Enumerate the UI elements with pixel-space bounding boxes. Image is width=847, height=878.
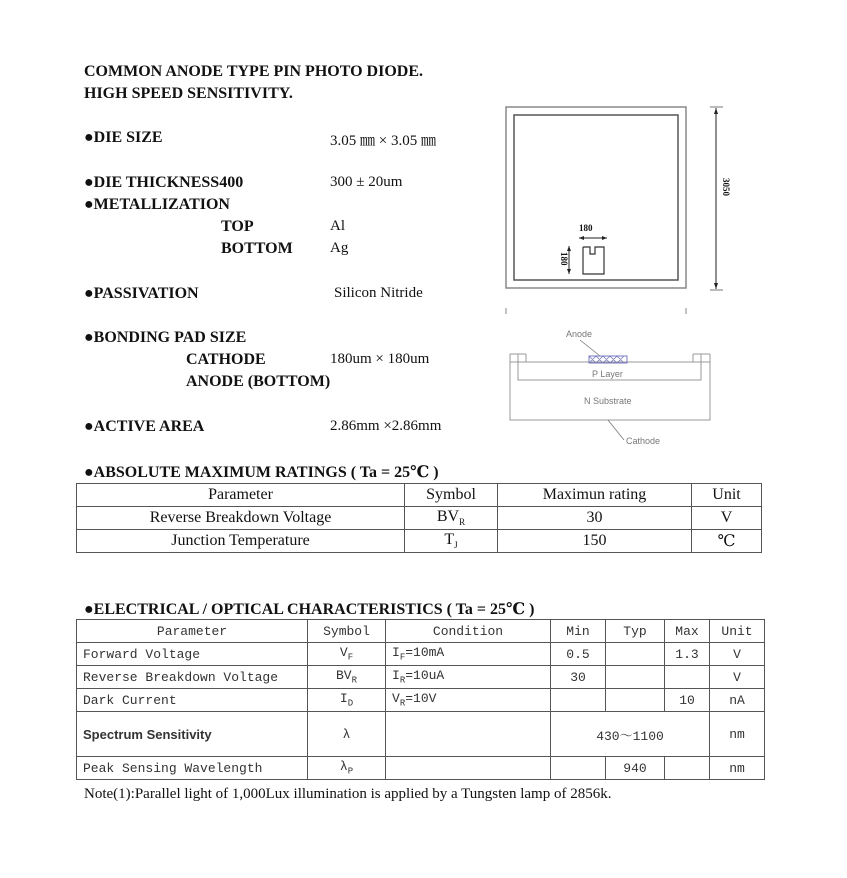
side-dimension-label: 3050 [721,178,731,196]
header-typ: Typ [606,620,665,643]
die-thickness-value: 300 ± 20um [330,174,403,190]
cathode-value: 180um × 180um [330,351,430,367]
condition-cell: $V_R=10V$ [386,689,551,712]
die-active-outline [514,115,678,280]
eo-title: ●ELECTRICAL / OPTICAL CHARACTERISTICS ( Ta = 25℃ ) [84,601,535,618]
header-symbol: Symbol [308,620,386,643]
unit-cell: nm [710,712,765,757]
pad-width-label: 180 [579,223,593,233]
active-area-value: 2.86mm ×2.86mm [330,418,442,434]
table-row [77,757,765,780]
unit-cell: V [710,643,765,666]
metallization-label: ●METALLIZATION [84,196,230,213]
die-size-label: ●DIE SIZE [84,129,163,146]
typ-cell [606,666,665,689]
symbol-cell: $BV_R$ [308,666,386,689]
condition-cell: $I_R=10uA$ [386,666,551,689]
n-substrate-label: N Substrate [584,396,632,406]
header-unit: Unit [710,620,765,643]
metal-top-label: TOP [221,218,254,235]
table-row [77,712,765,757]
unit-cell: ℃ [692,530,762,553]
title-line-2: HIGH SPEED SENSITIVITY. [84,85,293,102]
symbol-cell: $I_D$ [308,689,386,712]
die-top-view-diagram [495,100,735,320]
param-cell: Reverse Breakdown Voltage [77,507,405,530]
header-unit: Unit [692,484,762,507]
max-cell [665,757,710,780]
symbol-cell: $T_J$ [405,530,498,553]
min-cell: 30 [551,666,606,689]
header-parameter: Parameter [77,484,405,507]
table-row [77,507,762,530]
note-text: Note(1):Parallel light of 1,000Lux illumination is applied by a Tungsten lamp of 2856k. [84,786,612,802]
header-condition: Condition [386,620,551,643]
header-symbol: Symbol [405,484,498,507]
cathode-label: CATHODE [186,351,266,368]
condition-cell [386,712,551,757]
symbol-cell: $\lambda_P$ [308,757,386,780]
header-max: Max [665,620,710,643]
pad-height-label: 180 [559,252,569,266]
table-header-row [77,484,762,507]
metal-bottom-label: BOTTOM [221,240,293,257]
anode-label: ANODE (BOTTOM) [186,373,331,390]
header-min: Min [551,620,606,643]
bonding-pad-label: ●BONDING PAD SIZE [84,329,247,346]
die-thickness-label: ●DIE THICKNESS400 [84,174,244,191]
max-cell: 1.3 [665,643,710,666]
table-row [77,530,762,553]
param-cell: Reverse Breakdown Voltage [77,666,308,689]
condition-cell: $I_F=10mA$ [386,643,551,666]
unit-cell: nm [710,757,765,780]
cathode-label: Cathode [626,436,661,446]
max-cell: 10 [665,689,710,712]
range-cell: 430～1100 [551,712,710,757]
param-cell: Junction Temperature [77,530,405,553]
die-cross-section-diagram [500,322,720,452]
table-row [77,689,765,712]
passivation-label: ●PASSIVATION [84,285,199,302]
table-row [77,666,765,689]
metal-top-value: Al [330,218,345,234]
p-layer-label: P Layer [592,369,623,379]
min-cell [551,689,606,712]
abs-max-title: ●ABSOLUTE MAXIMUM RATINGS ( Ta = 25℃ ) [84,464,439,481]
param-cell: Dark Current [77,689,308,712]
typ-cell [606,643,665,666]
unit-cell: nA [710,689,765,712]
max-cell [665,666,710,689]
param-cell: Spectrum Sensitivity [77,712,308,757]
symbol-cell: $V_F$ [308,643,386,666]
header-max-rating: Maximun rating [498,484,692,507]
passivation-value: Silicon Nitride [334,285,423,301]
die-size-value: 3.05 ㎜ × 3.05 ㎜ [330,133,436,149]
symbol-cell: $BV_R$ [405,507,498,530]
condition-cell [386,757,551,780]
active-area-label: ●ACTIVE AREA [84,418,205,435]
typ-cell [606,689,665,712]
title-line-1: COMMON ANODE TYPE PIN PHOTO DIODE. [84,63,423,80]
abs-max-table [76,483,762,553]
unit-cell: V [692,507,762,530]
param-cell: Peak Sensing Wavelength [77,757,308,780]
typ-cell: 940 [606,757,665,780]
min-cell: 0.5 [551,643,606,666]
min-cell [551,757,606,780]
eo-table [76,619,765,780]
unit-cell: V [710,666,765,689]
table-row [77,643,765,666]
param-cell: Forward Voltage [77,643,308,666]
table-header-row [77,620,765,643]
anode-label: Anode [566,329,593,339]
value-cell: 150 [498,530,692,553]
bonding-pad-shape [583,247,604,274]
die-outer-outline [506,107,686,288]
header-parameter: Parameter [77,620,308,643]
metal-bottom-value: Ag [330,240,349,256]
symbol-cell: λ [308,712,386,757]
value-cell: 30 [498,507,692,530]
